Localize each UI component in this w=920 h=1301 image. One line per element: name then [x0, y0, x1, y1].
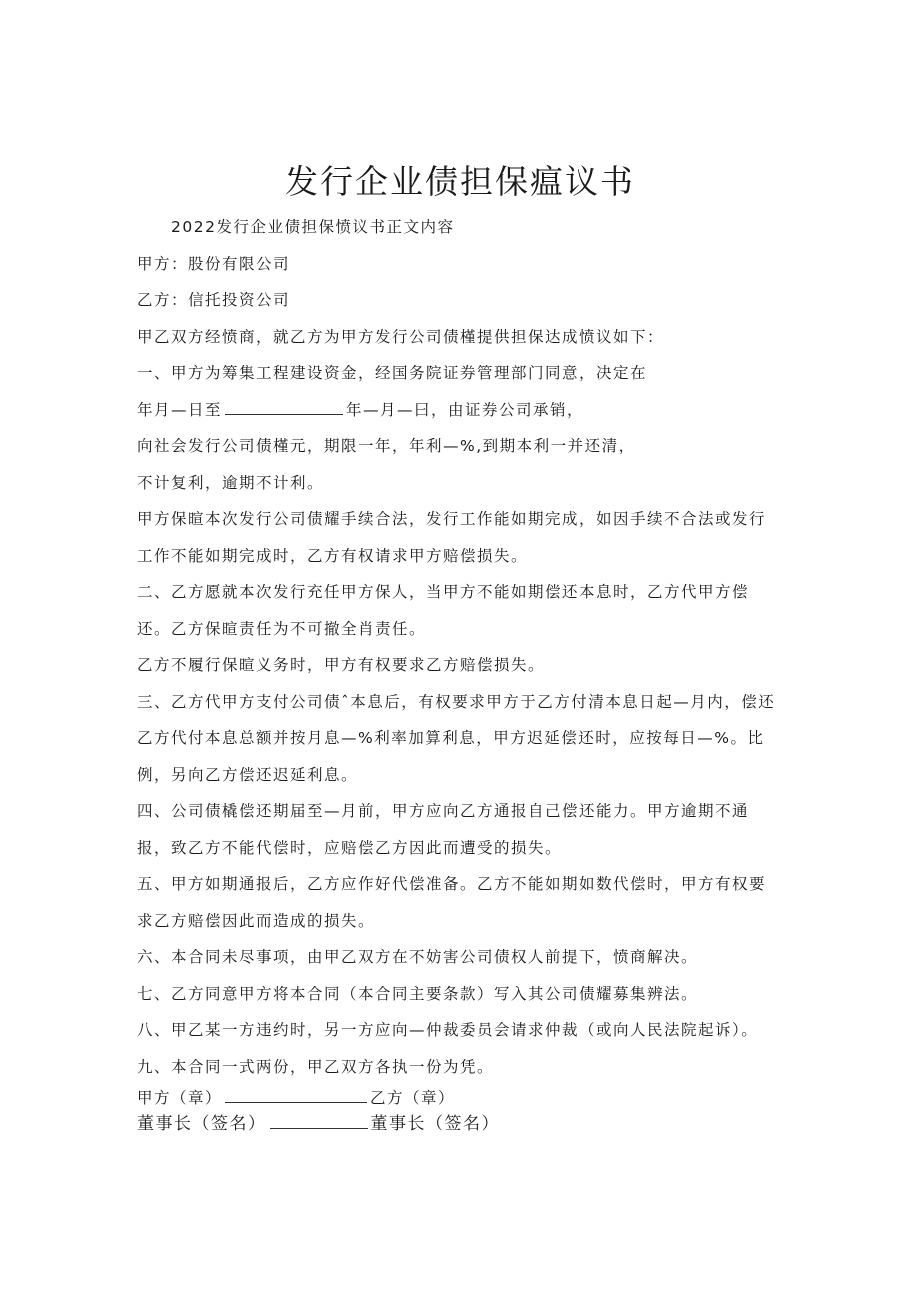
clause-4-line-2: 报，致乙方不能代偿时，应赔偿乙方因此而遭受的损失。: [137, 838, 563, 857]
clause-8-line: 八、甲乙某一方违约时，另一方应向—仲裁委员会请求仲裁（或向人民法院起诉）。: [137, 1021, 759, 1039]
signature-block: [137, 1085, 500, 1137]
clause-3-line-1: 三、乙方代甲方支付公司债ˆ本息后，有权要求甲方于乙方付清本息日起—月内，偿还: [137, 692, 776, 711]
seal-blank: [225, 1087, 367, 1103]
clause-1-line-1: 一、甲方为筹集工程建设资金，经国务院证券管理部门同意，决定在: [137, 364, 648, 382]
document-title: 发行企业债担保瘟议书: [285, 162, 635, 202]
party-a-seal-label: 甲方（章）: [137, 1089, 223, 1107]
clause-1b-line-2: 工作不能如期完成时，乙方有权请求甲方赔偿损失。: [137, 546, 529, 565]
clause-3-line-2: 乙方代付本息总额并按月息—%利率加算利息，甲方迟延偿还时，应按每日—%。比: [137, 729, 765, 747]
chairman-line: [137, 1111, 500, 1137]
clause-1-line-3: 向社会发行公司债槿元，期限一年，年利—%,到期本利一并还清，: [137, 437, 636, 455]
clause-1-line-4: 不计复利，逾期不计利。: [137, 473, 325, 492]
clause-7-line: 七、乙方同意甲方将本合同（本合同主要条款）写入其公司债耀募集辨法。: [137, 984, 699, 1003]
chairman-blank: [270, 1113, 368, 1129]
clause-3-line-3: 例，另向乙方偿还迟延利息。: [137, 765, 359, 784]
chairman-b-label: 董事长（签名）: [370, 1114, 500, 1134]
party-b-seal-label: 乙方（章）: [370, 1089, 456, 1107]
clause-1b-line-1: 甲方保暄本次发行公司债耀手续合法，发行工作能如期完成，如因手续不合法或发行: [137, 510, 767, 528]
party-a-line: 甲方：股份有限公司: [137, 254, 291, 273]
clause-6-line: 六、本合同未尽事项，由甲乙双方在不妨害公司债权人前提下，愤商解决。: [137, 948, 699, 966]
chairman-a-label: 董事长（签名）: [137, 1114, 267, 1134]
document-body: [137, 214, 787, 1090]
seal-line: [137, 1085, 500, 1111]
clause-2-line-3: 乙方不履行保暄义务时，甲方有权要求乙方赔偿损失。: [137, 656, 546, 674]
date-end-text: 年—月—曰，由证券公司承销，: [346, 400, 585, 419]
clause-5-line-1: 五、甲方如期通报后，乙方应作好代偿准备。乙方不能如期如数代偿时，甲方有权要: [137, 875, 767, 893]
date-blank: [225, 399, 343, 415]
document-subtitle: 2022发行企业债担保愤议书正文内容: [171, 218, 455, 236]
clause-2-line-2: 还。乙方保暄责任为不可撤全肖责任。: [137, 619, 427, 638]
party-b-line: 乙方：信托投资公司: [137, 291, 291, 309]
clause-5-line-2: 求乙方赔偿因此而造成的损失。: [137, 911, 376, 930]
clause-2-line-1: 二、乙方愿就本次发行充任甲方保人，当甲方不能如期偿还本息时，乙方代甲方偿: [137, 583, 750, 601]
preamble-line: 甲乙双方经愤商，就乙方为甲方发行公司债槿提供担保达成愤议如下：: [137, 327, 665, 346]
date-start-text: 年月—日至: [137, 400, 223, 419]
clause-1-date-line: [137, 397, 787, 434]
clause-9-line: 九、本合同一式两份，甲乙双方各执一份为凭。: [137, 1057, 495, 1076]
clause-4-line-1: 四、公司债橇偿还期届至—月前，甲方应向乙方通报自己偿还能力。甲方逾期不通: [137, 802, 750, 820]
